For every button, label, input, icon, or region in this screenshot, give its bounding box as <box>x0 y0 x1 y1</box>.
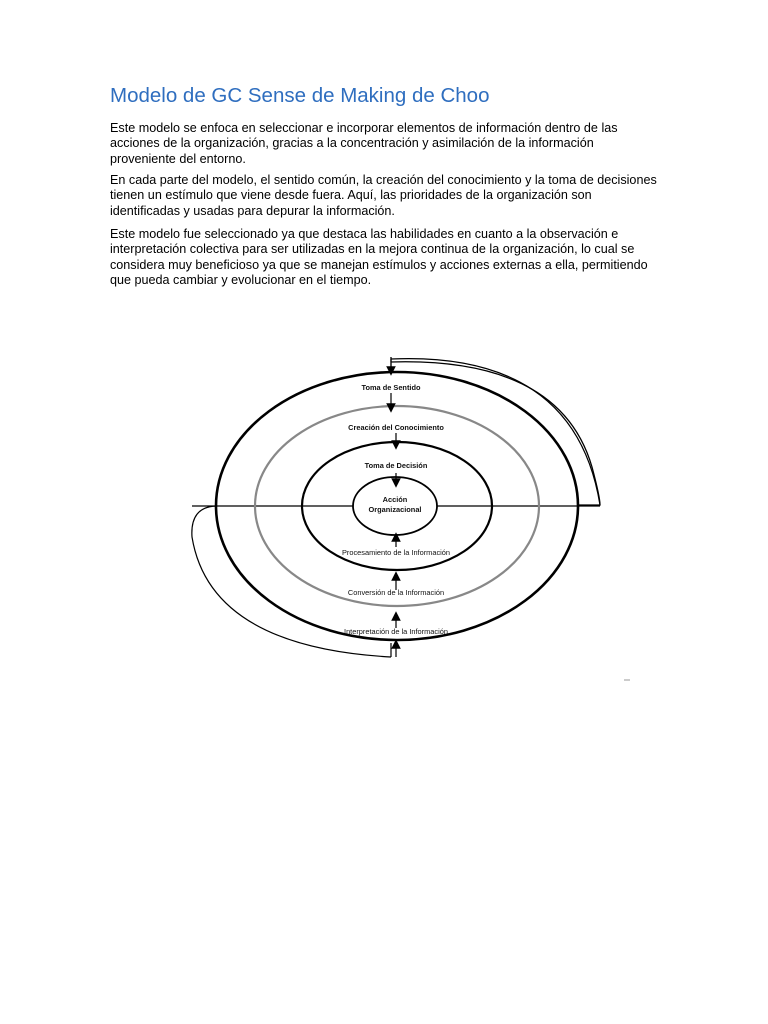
label-procesamiento: Procesamiento de la Información <box>341 548 451 557</box>
label-interpretacion: Interpretación de la Información <box>344 627 448 636</box>
label-creacion-conocimiento: Creación del Conocimiento <box>348 423 444 432</box>
label-toma-de-decision: Toma de Decisión <box>364 461 428 470</box>
diagram-center-line-1: Acción <box>382 495 408 504</box>
label-toma-de-sentido: Toma de Sentido <box>361 383 421 392</box>
paragraph-3: Este modelo fue seleccionado ya que destaca las habilidades en cuanto a la observación e interpretación colectiva para ser utilizadas en la mejora continua de la organización, lo cual se considera muy beneficioso ya que se manejan estímulos y acciones externas a ella, permitiendo que pueda cambiar y evolucionar en el tiempo. <box>110 227 648 287</box>
paragraph-2: En cada parte del modelo, el sentido común, la creación del conocimiento y la toma de decisiones tienen un estímulo que viene desde fuera. Aquí, las prioridades de la organización son identificadas y usadas para depurar la información. <box>110 173 657 218</box>
label-conversion: Conversión de la Información <box>347 588 445 597</box>
page-title: Modelo de GC Sense de Making de Choo <box>110 84 490 107</box>
diagram-svg <box>180 337 660 682</box>
choo-model-diagram <box>180 337 660 682</box>
diagram-center-line-2: Organizacional <box>368 505 422 514</box>
paragraph-1: Este modelo se enfoca en seleccionar e incorporar elementos de información dentro de las acciones de la organización, gracias a la concentración y asimilación de la información proveniente del entorno. <box>110 121 618 166</box>
